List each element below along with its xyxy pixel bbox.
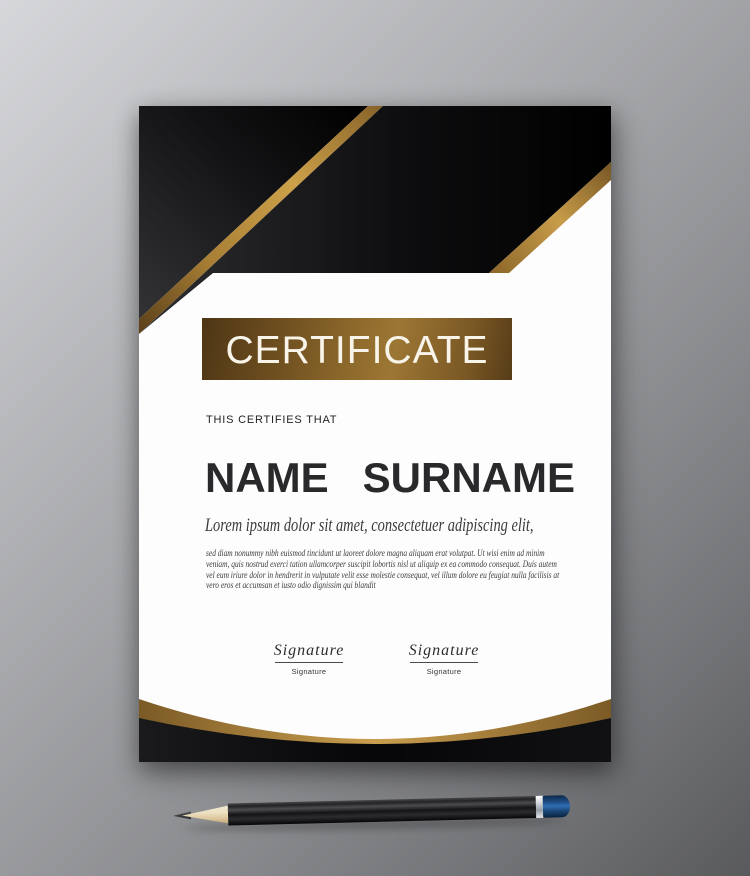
signature-line [410,662,478,663]
intro-line: Lorem ipsum dolor sit amet, consectetuer adipiscing elit, [205,516,534,536]
signature-line [275,662,343,663]
signature-block-left [244,642,374,676]
certificate-banner [202,318,512,380]
signature-label: Signature [291,667,327,676]
recipient-last-name: SURNAME [362,454,576,501]
signature-label: Signature [426,667,462,676]
banner-title: CERTIFICATE [225,329,489,372]
certifies-label: THIS CERTIFIES THAT [206,414,338,426]
pencil-eraser-cap [543,795,571,818]
certificate-sheet [139,106,611,762]
pencil-wood-cone [182,804,234,825]
bottom-curve-decoration [139,692,611,762]
recipient-name [205,454,575,502]
body-line: vel eum iriure dolor in hendrerit in vulputate velit esse molestie consequat, vel illum dolore eu feugiat nulla facilisis at [206,569,560,581]
body-line: veniam, quis nostrud exerci tation ullamcorper suscipit lobortis nisl ut aliquip ex ea commodo consequat. Duis autem [206,558,557,570]
signature-block-right [379,642,509,676]
body-paragraph [206,549,559,592]
signature-script: Signature [273,642,345,659]
body-line: sed diam nonummy nibh euismod tincidunt ut laoreet dolore magna aliquam erat volutpat. Ut wisi enim ad minim [206,548,545,559]
signature-script: Signature [408,642,480,659]
body-line: vero eros et accumsan et iusto odio dignissim qui blandit [206,580,376,592]
recipient-first-name: NAME [205,454,329,501]
